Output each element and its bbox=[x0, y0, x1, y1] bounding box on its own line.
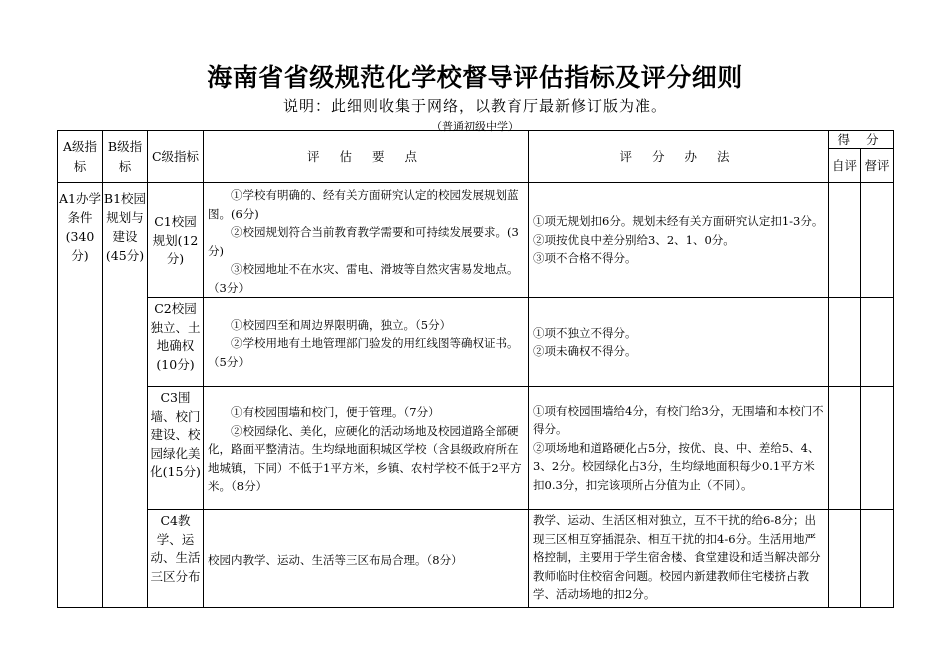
c4-method-item: 教学、运动、生活区相对独立，互不干扰的给6-8分；出现三区相互穿插混杂、相互干扰的扣4-6分。生活用地严格控制，主要用于学生宿舍楼、食堂建设和适当解决部分教师临时住校宿舍问题。校园内新建教师住宅楼挤占教学、活动场地的扣2分。 bbox=[533, 513, 821, 601]
c3-criteria-item: ②校园绿化、美化，应硬化的活动场地及校园道路全部硬化，路面平整清洁。生均绿地面积城区学校（含县级政府所在地城镇，下同）不低于1平方米，乡镇、农村学校不低于2平方米。（8分） bbox=[208, 423, 522, 494]
header-a-level: A级指标 bbox=[58, 131, 103, 183]
c1-method-item: ①项无规划扣6分。规划未经有关方面研究认定扣1-3分。 bbox=[533, 214, 824, 229]
header-self-eval: 自评 bbox=[829, 149, 861, 183]
document-subtitle: 说明：此细则收集于网络，以教育厅最新修订版为准。 bbox=[282, 97, 667, 115]
c1-self-score bbox=[829, 183, 861, 298]
header-criteria: 评 估 要 点 bbox=[204, 131, 529, 183]
table-row-c3 bbox=[58, 387, 894, 510]
c1-criteria-item: ①学校有明确的、经有关方面研究认定的校园发展规划蓝图。(6分) bbox=[208, 188, 519, 221]
a1-cell: A1办学条件(340分) bbox=[58, 183, 103, 608]
c2-criteria bbox=[204, 298, 529, 387]
c3-criteria-item: ①有校园围墙和校门，便于管理。（7分） bbox=[231, 405, 440, 420]
header-c-level: C级指标 bbox=[148, 131, 204, 183]
header-b-level: B级指标 bbox=[103, 131, 148, 183]
header-score: 得 分 bbox=[829, 131, 894, 149]
c1-cell: C1校园规划(12分) bbox=[148, 183, 204, 298]
table-row-c2 bbox=[58, 298, 894, 387]
c3-method-item: ①项有校园围墙给4分，有校门给3分，无围墙和本校门不得分。 bbox=[533, 403, 824, 437]
c4-criteria-item: 校园内教学、运动、生活等三区布局合理。（8分） bbox=[208, 552, 463, 567]
header-supervise-eval: 督评 bbox=[861, 149, 894, 183]
table-row-c4 bbox=[58, 510, 894, 608]
b1-cell: B1校园规划与建设(45分) bbox=[103, 183, 148, 608]
c2-method bbox=[529, 298, 829, 387]
c3-supervise-score bbox=[861, 387, 894, 510]
c1-method bbox=[529, 183, 829, 298]
c3-criteria bbox=[204, 387, 529, 510]
c4-method bbox=[529, 510, 829, 608]
c1-criteria-item: ②校园规划符合当前教育教学需要和可持续发展要求。(3分) bbox=[208, 225, 519, 258]
header-row bbox=[58, 131, 894, 149]
c4-criteria bbox=[204, 510, 529, 608]
c2-self-score bbox=[829, 298, 861, 387]
evaluation-table bbox=[57, 130, 894, 608]
c1-criteria-item: ③校园地址不在水灾、雷电、滑坡等自然灾害易发地点。（3分） bbox=[208, 262, 519, 295]
c2-supervise-score bbox=[861, 298, 894, 387]
table-row-c1 bbox=[58, 183, 894, 298]
document-title: 海南省省级规范化学校督导评估指标及评分细则 bbox=[207, 63, 743, 92]
c3-method-item: ②项场地和道路硬化占5分，按优、良、中、差给5、4、3、2分。校园绿化占3分，生均绿地面积每少0.1平方米扣0.3分，扣完该项所占分值为止（不同）。 bbox=[533, 440, 820, 492]
c3-self-score bbox=[829, 387, 861, 510]
c2-criteria-item: ①校园四至和周边界限明确，独立。（5分） bbox=[231, 317, 452, 332]
c2-method-item: ①项不独立不得分。 bbox=[533, 325, 637, 340]
c4-cell: C4教学、运动、生活三区分布 bbox=[148, 510, 204, 608]
c4-self-score bbox=[829, 510, 861, 608]
c4-supervise-score bbox=[861, 510, 894, 608]
header-method: 评 分 办 法 bbox=[529, 131, 829, 183]
c2-method-item: ②项未确权不得分。 bbox=[533, 344, 637, 358]
c2-criteria-item: ②学校用地有土地管理部门验发的用红线图等确权证书。（5分） bbox=[208, 336, 519, 369]
c1-supervise-score bbox=[861, 183, 894, 298]
c1-method-item: ③项不合格不得分。 bbox=[533, 251, 637, 266]
c3-cell: C3围墙、校门建设、校园绿化美化(15分) bbox=[148, 387, 204, 510]
school-type-note: （普通初级中学） bbox=[431, 120, 519, 133]
c2-cell: C2校园独立、土地确权(10分) bbox=[148, 298, 204, 387]
c1-method-item: ②项按优良中差分别给3、2、1、0分。 bbox=[533, 232, 735, 247]
c1-criteria bbox=[204, 183, 529, 298]
c3-method bbox=[529, 387, 829, 510]
